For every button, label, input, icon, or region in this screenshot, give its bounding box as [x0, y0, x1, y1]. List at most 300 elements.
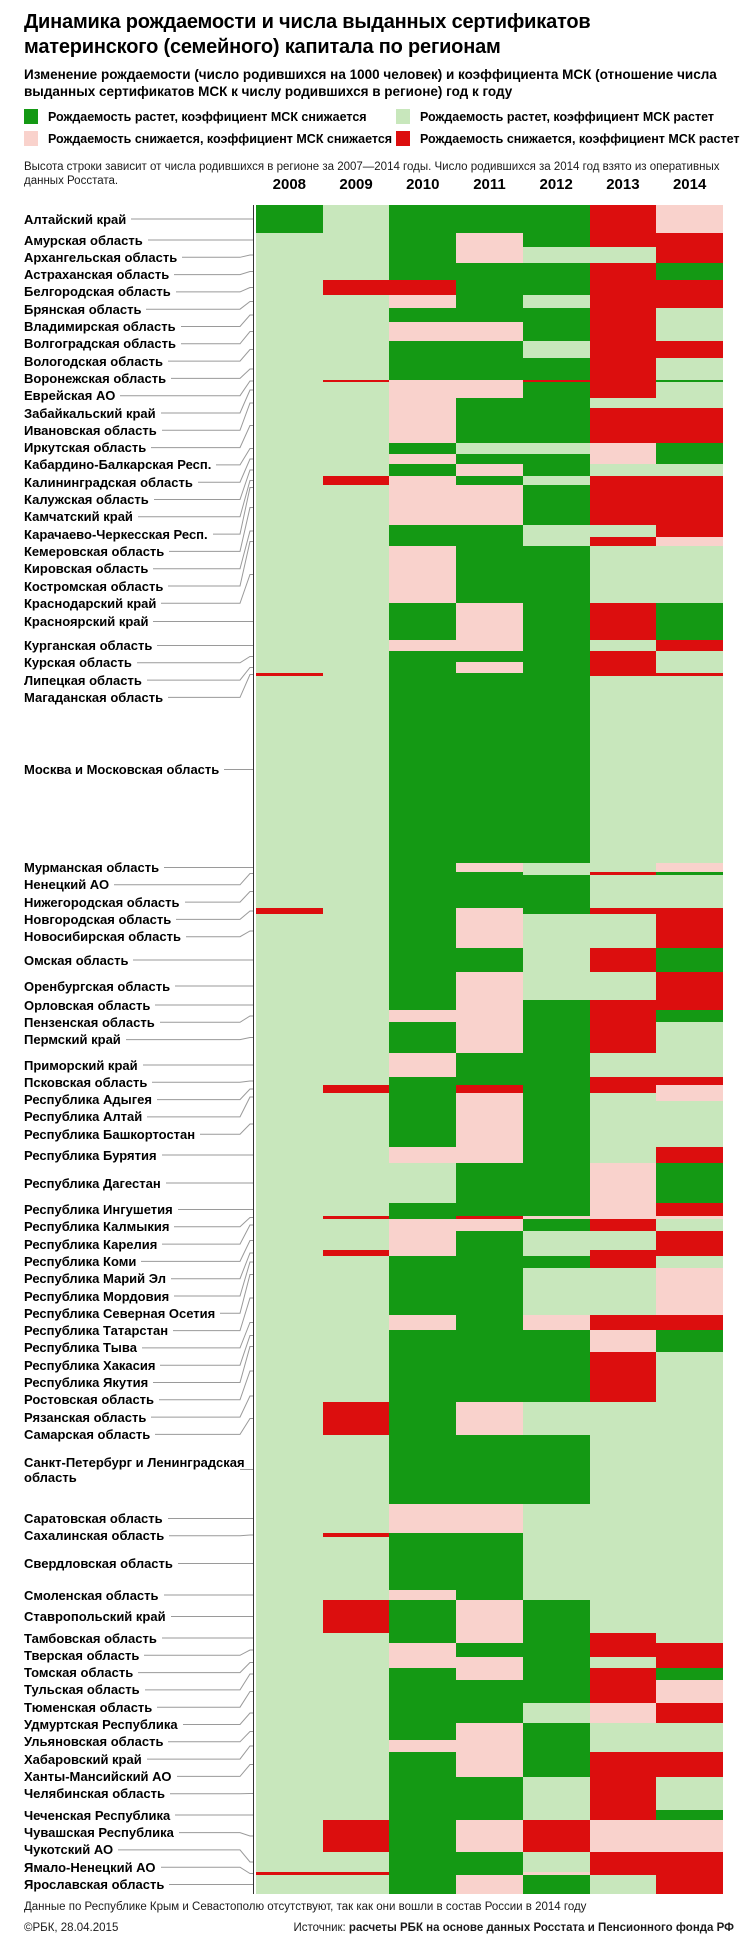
heatmap-cell [456, 1600, 523, 1633]
heatmap-cell [389, 1022, 456, 1053]
region-label: Курганская область [24, 638, 153, 653]
heatmap-cell [590, 1231, 657, 1250]
heatmap-cell [256, 1820, 323, 1852]
chart-subtitle: Изменение рождаемости (число родившихся на 1000 человек) и коэффициента МСК (отношение числа выданных сертификатов МСК к числу родившихся в регионе) год к году [24, 67, 717, 99]
heatmap-cell [656, 1752, 723, 1777]
heatmap-cell [656, 1875, 723, 1894]
region-label: Свердловская область [24, 1556, 173, 1571]
heatmap-cell [523, 358, 590, 380]
region-label: Тамбовская область [24, 1630, 157, 1646]
heatmap-cell [590, 464, 657, 476]
region-label: Новгородская область [24, 911, 172, 927]
region-row [256, 1268, 723, 1281]
heatmap-cell [389, 640, 456, 651]
heatmap-cell [323, 233, 390, 247]
heatmap-cell [389, 1752, 456, 1777]
heatmap-cell [656, 1077, 723, 1085]
label-connector-line [186, 931, 254, 937]
label-connector-line [174, 1218, 254, 1227]
region-row [256, 1740, 723, 1752]
region-row [256, 1600, 723, 1633]
heatmap-cell [523, 863, 590, 872]
heatmap-cell [656, 1740, 723, 1752]
legend-item [24, 131, 396, 146]
heatmap-cell [656, 676, 723, 863]
label-connector-line [213, 488, 254, 535]
region-label: Астраханская область [24, 267, 170, 283]
heatmap-cell [590, 1820, 657, 1852]
heatmap-cell [389, 1085, 456, 1093]
region-row [256, 1256, 723, 1268]
region-label: Республика Башкортостан [24, 1126, 196, 1142]
heatmap-cell [389, 1341, 456, 1352]
region-label: Москва и Московская область [24, 762, 220, 777]
heatmap-cell [256, 676, 323, 863]
heatmap-cell [389, 1203, 456, 1216]
heatmap-cell [523, 1402, 590, 1435]
heatmap-cell [256, 1752, 323, 1777]
region-label: Республика Тыва [24, 1340, 137, 1356]
heatmap-cell [656, 476, 723, 485]
heatmap-cell [456, 1390, 523, 1402]
heatmap-cell [656, 1053, 723, 1077]
heatmap-cell [656, 1163, 723, 1203]
heatmap-cell [656, 408, 723, 443]
heatmap-cell [656, 247, 723, 263]
heatmap-cell [256, 464, 323, 476]
heatmap-cell [456, 408, 523, 443]
region-row [256, 1203, 723, 1216]
heatmap-cell [523, 476, 590, 485]
region-row [256, 1402, 723, 1435]
heatmap-cell [456, 382, 523, 398]
heatmap-chart [0, 205, 750, 1894]
heatmap-cell [389, 205, 456, 233]
heatmap-cell [523, 443, 590, 454]
heatmap-cell [523, 1600, 590, 1633]
heatmap-cell [323, 651, 390, 662]
label-connector-line [151, 426, 254, 448]
heatmap-cell [256, 1633, 323, 1643]
label-connector-line [151, 1396, 254, 1417]
heatmap-cell [656, 1402, 723, 1435]
label-connector-line [220, 1275, 254, 1314]
label-connector-line [162, 403, 254, 430]
region-row [256, 1219, 723, 1231]
region-row [256, 322, 723, 341]
label-connector-line [176, 288, 254, 292]
heatmap-cell [323, 1330, 390, 1341]
region-row [256, 1875, 723, 1894]
heatmap-cell [323, 205, 390, 233]
heatmap-cell [656, 875, 723, 908]
heatmap-cell [256, 863, 323, 872]
heatmap-cell [590, 358, 657, 380]
heatmap-cell [256, 651, 323, 662]
heatmap-cell [323, 1022, 390, 1053]
heatmap-cell [456, 1810, 523, 1820]
heatmap-cell [656, 280, 723, 295]
region-label: Самарская область [24, 1426, 151, 1442]
heatmap-cell [523, 1643, 590, 1657]
heatmap-cell [389, 875, 456, 908]
heatmap-cell [590, 1633, 657, 1643]
heatmap-cell [456, 1504, 523, 1533]
heatmap-cell [389, 1163, 456, 1203]
heatmap-cell [389, 358, 456, 380]
heatmap-cell [523, 1703, 590, 1723]
region-label: Омская область [24, 952, 129, 968]
label-connector-line [159, 1371, 254, 1400]
legend-label: Рождаемость растет, коэффициент МСК растет [420, 109, 714, 124]
heatmap-cell [590, 1643, 657, 1657]
heatmap-cell [323, 308, 390, 322]
heatmap-cell [656, 1330, 723, 1341]
heatmap-cell [523, 1668, 590, 1680]
region-row [256, 1703, 723, 1723]
region-label: Орловская область [24, 997, 151, 1013]
label-connector-line [146, 302, 254, 310]
heatmap-cell [456, 1315, 523, 1330]
heatmap-cell [590, 1256, 657, 1268]
heatmap-cell [256, 1077, 323, 1085]
region-row [256, 1077, 723, 1085]
region-row [256, 546, 723, 603]
region-label: Ярославская область [24, 1877, 165, 1892]
heatmap-cell [656, 1504, 723, 1533]
region-label: Приморский край [24, 1057, 138, 1073]
heatmap-cell [590, 295, 657, 308]
region-row [256, 1752, 723, 1777]
region-label: Республика Мордовия [24, 1288, 170, 1304]
region-label: Республика Алтай [24, 1109, 143, 1125]
heatmap-cell [456, 1643, 523, 1657]
heatmap-cell [590, 525, 657, 537]
region-label: Тульская область [24, 1682, 140, 1698]
heatmap-cell [456, 263, 523, 280]
heatmap-cell [456, 914, 523, 948]
heatmap-cell [456, 1147, 523, 1163]
heatmap-cell [523, 1077, 590, 1085]
heatmap-cell [523, 490, 590, 525]
heatmap-cell [323, 875, 390, 908]
heatmap-cell [523, 1390, 590, 1402]
heatmap-cell [590, 1085, 657, 1093]
region-label: Республика Адыгея [24, 1092, 152, 1108]
axis-line [253, 205, 254, 1894]
region-label: Санкт-Петербург и Ленинградская область [24, 1454, 245, 1485]
heatmap-cell [523, 322, 590, 341]
label-connector-line [171, 369, 254, 378]
heatmap-cell [656, 382, 723, 398]
label-connector-line [126, 1038, 254, 1040]
heatmap-cell [323, 1281, 390, 1315]
heatmap-cell [323, 1777, 390, 1810]
heatmap-cell [256, 408, 323, 443]
heatmap-cell [256, 1643, 323, 1657]
heatmap-cell [523, 1680, 590, 1703]
heatmap-cell [256, 1657, 323, 1668]
region-label: Иркутская область [24, 440, 147, 456]
heatmap-cell [656, 341, 723, 358]
heatmap-cell [323, 443, 390, 454]
heatmap-cell [256, 525, 323, 537]
label-connector-line [176, 911, 254, 919]
region-label: Новосибирская область [24, 929, 181, 945]
copyright: ©РБК, 28.04.2015 [24, 1922, 119, 1934]
heatmap-cell [323, 1537, 390, 1590]
region-label: Костромская область [24, 578, 164, 594]
heatmap-cell [389, 1590, 456, 1600]
heatmap-cell [656, 1390, 723, 1402]
heatmap-cell [590, 537, 657, 546]
region-row [256, 1633, 723, 1643]
heatmap-cell [590, 603, 657, 640]
heatmap-cell [323, 1163, 390, 1203]
label-connector-line [147, 668, 254, 681]
heatmap-cell [389, 1600, 456, 1633]
heatmap-cell [523, 537, 590, 546]
heatmap-cell [256, 1315, 323, 1330]
heatmap-cell [590, 308, 657, 322]
heatmap-cell [523, 1203, 590, 1216]
heatmap-cell [256, 1504, 323, 1533]
heatmap-cell [323, 676, 390, 863]
heatmap-cell [590, 948, 657, 972]
heatmap-cell [523, 205, 590, 233]
heatmap-cell [456, 1752, 523, 1777]
region-label: Ставропольский край [24, 1609, 166, 1624]
heatmap-cell [523, 1219, 590, 1231]
heatmap-cell [523, 914, 590, 948]
heatmap-cell [323, 1000, 390, 1010]
heatmap-cell [323, 1680, 390, 1703]
region-row [256, 490, 723, 525]
heatmap-cell [656, 537, 723, 546]
heatmap-cell [323, 1504, 390, 1533]
heatmap-cell [256, 1777, 323, 1810]
heatmap-cell [389, 1703, 456, 1723]
heatmap-cell [590, 1281, 657, 1315]
heatmap-cell [256, 358, 323, 380]
heatmap-cell [590, 1341, 657, 1352]
heatmap-cell [656, 1810, 723, 1820]
heatmap-cell [656, 295, 723, 308]
heatmap-cell [656, 1219, 723, 1231]
heatmap-cell [456, 295, 523, 308]
heatmap-cell [456, 525, 523, 537]
region-row [256, 358, 723, 380]
heatmap-cell [523, 341, 590, 358]
region-label: Брянская область [24, 301, 142, 317]
heatmap-cell [256, 1000, 323, 1010]
heatmap-cell [590, 247, 657, 263]
heatmap-cell [323, 247, 390, 263]
heatmap-cell [456, 676, 523, 863]
heatmap-cell [656, 1022, 723, 1053]
region-row [256, 640, 723, 651]
heatmap-cell [523, 1093, 590, 1101]
region-row [256, 1281, 723, 1315]
heatmap-cell [523, 1752, 590, 1777]
heatmap-cell [256, 490, 323, 525]
region-row [256, 676, 723, 863]
heatmap-cell [523, 875, 590, 908]
region-label: Пермский край [24, 1032, 121, 1048]
region-label: Ненецкий АО [24, 877, 110, 893]
region-row [256, 233, 723, 247]
heatmap-cell [389, 476, 456, 485]
heatmap-cell [656, 490, 723, 525]
heatmap-cell [523, 398, 590, 408]
heatmap-cell [389, 1657, 456, 1668]
heatmap-cell [323, 1643, 390, 1657]
heatmap-cell [389, 1315, 456, 1330]
heatmap-cell [590, 546, 657, 603]
heatmap-cell [256, 1281, 323, 1315]
region-row [256, 1643, 723, 1657]
heatmap-cell [256, 546, 323, 603]
heatmap-cell [656, 322, 723, 341]
heatmap-cell [456, 205, 523, 233]
heatmap-cell [256, 603, 323, 640]
heatmap-cell [323, 322, 390, 341]
heatmap-cell [323, 408, 390, 443]
heatmap-cell [456, 1402, 523, 1435]
heatmap-cell [323, 280, 390, 295]
heatmap-cell [656, 1000, 723, 1010]
region-row [256, 1352, 723, 1390]
region-label: Еврейская АО [24, 388, 116, 404]
heatmap-cell [256, 308, 323, 322]
heatmap-cell [256, 1723, 323, 1740]
region-row [256, 1504, 723, 1533]
heatmap-cell [389, 1256, 456, 1268]
heatmap-cell [256, 875, 323, 908]
heatmap-cell [256, 1352, 323, 1390]
heatmap-cell [523, 1875, 590, 1894]
heatmap-cell [523, 1657, 590, 1668]
legend-label: Рождаемость снижается, коэффициент МСК растет [420, 131, 740, 146]
region-label: Калужская область [24, 492, 149, 507]
heatmap-cell [323, 382, 390, 398]
heatmap-cell [389, 1147, 456, 1163]
heatmap-cell [389, 972, 456, 1000]
region-row [256, 263, 723, 280]
region-label: Алтайский край [24, 211, 127, 227]
heatmap-cell [256, 247, 323, 263]
heatmap-cell [523, 1820, 590, 1852]
heatmap-cell [523, 1022, 590, 1053]
heatmap-cell [389, 546, 456, 603]
heatmap-cell [389, 863, 456, 872]
heatmap-cell [456, 1537, 523, 1590]
heatmap-cell [456, 1352, 523, 1390]
heatmap-cell [323, 662, 390, 673]
region-label: Чеченская Республика [24, 1807, 171, 1823]
heatmap-cell [523, 676, 590, 863]
heatmap-cell [389, 676, 456, 863]
heatmap-cell [256, 1600, 323, 1633]
heatmap-cell [523, 1256, 590, 1268]
label-connector-line [181, 315, 254, 327]
heatmap-cell [389, 233, 456, 247]
heatmap-cell [389, 247, 456, 263]
heatmap-cell [323, 358, 390, 380]
heatmap-cell [456, 1875, 523, 1894]
heatmap-cell [656, 972, 723, 1000]
region-label: Воронежская область [24, 370, 167, 386]
heatmap-cell [590, 1810, 657, 1820]
heatmap-cell [256, 398, 323, 408]
heatmap-cell [456, 1703, 523, 1723]
heatmap-cell [389, 603, 456, 640]
heatmap-cell [323, 1085, 390, 1093]
region-row [256, 1085, 723, 1093]
label-connector-line [114, 874, 254, 885]
heatmap-cell [323, 948, 390, 972]
heatmap-cell [456, 1085, 523, 1093]
heatmap-cell [456, 1010, 523, 1022]
region-row [256, 308, 723, 322]
label-connector-line [161, 390, 254, 413]
heatmap-cell [389, 1820, 456, 1852]
region-row [256, 454, 723, 464]
heatmap-cell [590, 662, 657, 673]
heatmap-cell [590, 1010, 657, 1022]
heatmap-cell [389, 443, 456, 454]
heatmap-cell [256, 914, 323, 948]
source-text: расчеты РБК на основе данных Росстата и Пенсионного фонда РФ [348, 1922, 734, 1934]
region-row [256, 914, 723, 948]
heatmap-cell [590, 1504, 657, 1533]
label-connector-line [160, 1016, 254, 1022]
region-label: Краснодарский край [24, 595, 157, 611]
heatmap-cell [323, 1256, 390, 1268]
heatmap-cell [590, 651, 657, 662]
heatmap-cell [389, 1810, 456, 1820]
heatmap-cell [256, 1010, 323, 1022]
year-label: 2014 [672, 176, 707, 193]
heatmap-cell [323, 1590, 390, 1600]
region-row [256, 1000, 723, 1010]
heatmap-cell [256, 454, 323, 464]
heatmap-cell [323, 1633, 390, 1643]
heatmap-cell [656, 1600, 723, 1633]
heatmap-cell [456, 1668, 523, 1680]
region-label: Пензенская область [24, 1014, 155, 1030]
heatmap-cell [523, 408, 590, 443]
region-row [256, 948, 723, 972]
heatmap-cell [456, 863, 523, 872]
region-label: Хабаровский край [24, 1751, 142, 1767]
region-label: Республика Хакасия [24, 1357, 156, 1373]
heatmap-cell [456, 537, 523, 546]
heatmap-cell [456, 1657, 523, 1668]
heatmap-cell [389, 454, 456, 464]
heatmap-cell [656, 454, 723, 464]
region-label: Псковская область [24, 1074, 148, 1090]
heatmap-cell [456, 1053, 523, 1077]
heatmap-cell [256, 1875, 323, 1894]
heatmap-cell [389, 1402, 456, 1435]
region-row [256, 1723, 723, 1740]
heatmap-cell [456, 1330, 523, 1341]
heatmap-cell [456, 358, 523, 380]
heatmap-cell [590, 1147, 657, 1163]
heatmap-cell [523, 308, 590, 322]
heatmap-cell [523, 1281, 590, 1315]
